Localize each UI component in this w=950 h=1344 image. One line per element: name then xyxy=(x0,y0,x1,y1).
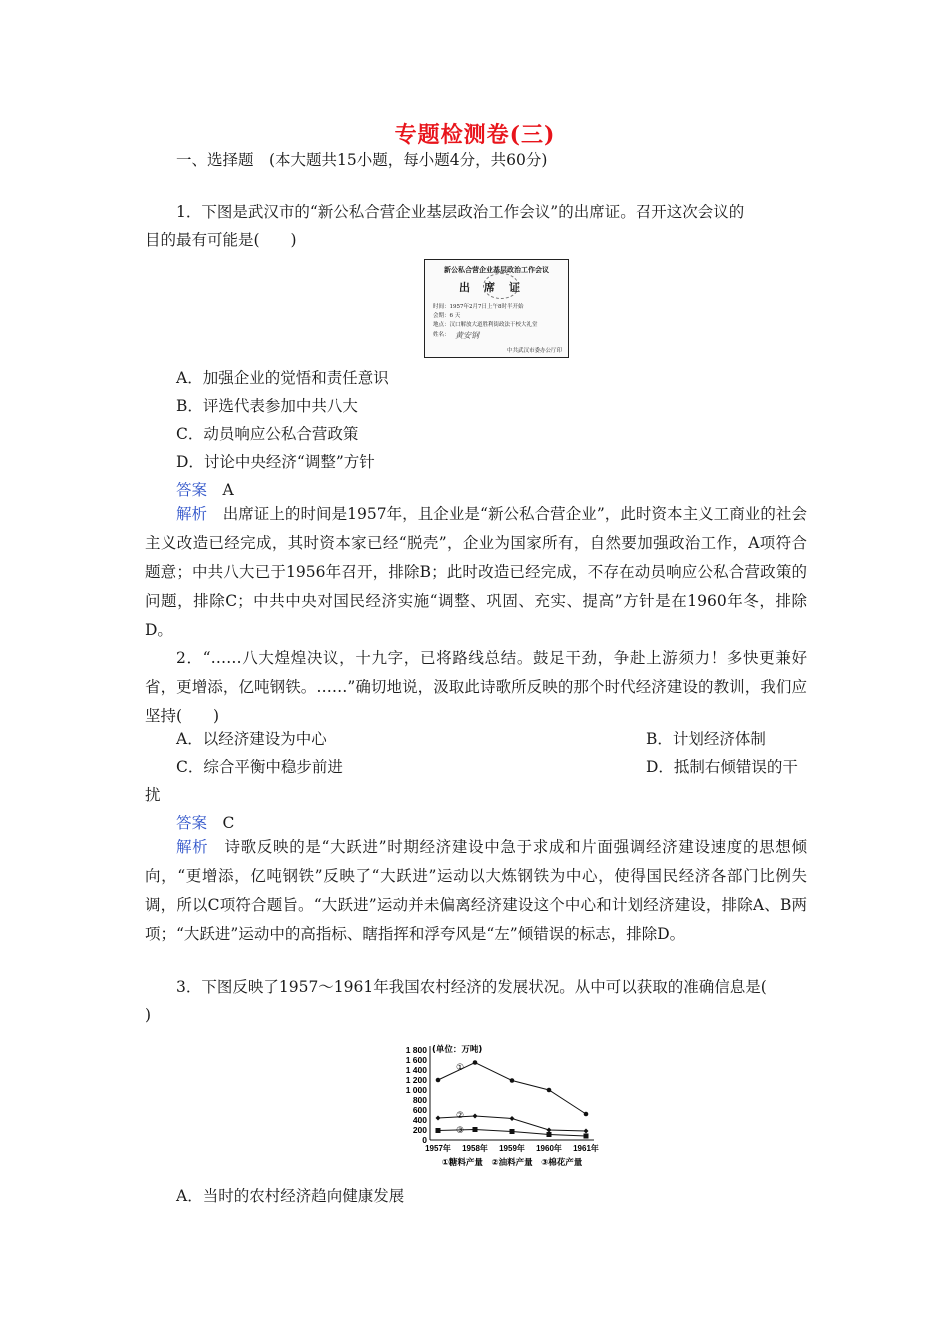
analysis-text: 出席证上的时间是1957年，且企业是“新公私合营企业”，此时资本主义工商业的社会主义改造已经完成，其时资本家已经“脱壳”，企业为国家所有，自然要加强政治工作，A项符合题意；中共八大已于1956年召开，排除B；此时改造已经完成，不存在动员响应公私合营政策的问题，排除C；中共中央对国民经济实施“调整、巩固、充实、提高”方针是在1960年冬，排除D。 xyxy=(145,505,807,639)
certificate-line: 地点：汉口解放大道胜利街政法干校大礼堂 xyxy=(433,322,538,328)
data-point xyxy=(547,1088,552,1093)
y-tick-label: 1 400 xyxy=(405,1065,427,1075)
section-header: 一、选择题 (本大题共15小题，每小题4分，共60分) xyxy=(176,151,548,169)
q1-option-a: A．加强企业的觉悟和责任意识 xyxy=(176,369,389,387)
chart-legend: ①糖料产量 ②油料产量 ③棉花产量 xyxy=(441,1158,583,1168)
q2-analysis xyxy=(145,833,807,949)
y-tick-label: 200 xyxy=(412,1125,427,1135)
analysis-text: 诗歌反映的是“大跃进”时期经济建设中急于求成和片面强调经济建设速度的思想倾向，“更增添，亿吨钢铁”反映了“大跃进”运动以大炼钢铁为中心，使得国民经济各部门比例失调，所以C项符合题旨。“大跃进”运动并未偏离经济建设这个中心和计划经济建设，排除A、B两项；“大跃进”运动中的高指标、瞎指挥和浮夸风是“左”倾错误的标志，排除D。 xyxy=(145,838,807,943)
data-point xyxy=(436,1116,441,1121)
analysis-label: 解析 xyxy=(176,838,209,856)
certificate-line: 姓名： xyxy=(433,332,450,338)
chart-unit-label: (单位：万吨) xyxy=(432,1045,483,1055)
attendance-certificate-image xyxy=(424,259,569,358)
certificate-line: 时间：1957年2月7日上午8时半开始 xyxy=(433,304,524,310)
x-tick-label: 1958年 xyxy=(462,1144,488,1153)
data-point xyxy=(510,1116,515,1121)
page-title: 专题检测卷(三) xyxy=(394,122,556,148)
q3-option-a: A．当时的农村经济趋向健康发展 xyxy=(176,1187,405,1205)
data-point xyxy=(473,1127,478,1132)
x-tick-label: 1957年 xyxy=(425,1144,451,1153)
data-point xyxy=(473,1114,478,1119)
series-marker-label: ③ xyxy=(455,1126,465,1136)
data-point xyxy=(584,1129,589,1134)
q3-stem-line2: ) xyxy=(145,1006,152,1024)
certificate-big-text: 出席证 xyxy=(459,281,534,294)
q1-stem-line1: 1．下图是武汉市的“新公私合营企业基层政治工作会议”的出席证。召开这次会议的 xyxy=(176,203,745,221)
q2-answer xyxy=(176,813,234,833)
q2-stem: 2．“……八大煌煌决议，十九字，已将路线总结。鼓足干劲，争赴上游须力！多快更兼好省，更增添，亿吨钢铁。……”确切地说，汲取此诗歌所反映的那个时代经济建设的教训，我们应坚持( ) xyxy=(145,649,807,725)
certificate-line: 会期：6 天 xyxy=(433,313,461,319)
q2-option-b: B．计划经济体制 xyxy=(646,730,766,748)
data-point xyxy=(584,1134,589,1139)
y-tick-label: 1 800 xyxy=(405,1045,427,1055)
data-point xyxy=(436,1128,441,1133)
q2-option-d: D．抵制右倾错误的干 xyxy=(646,758,798,776)
analysis-label: 解析 xyxy=(176,505,208,523)
data-point xyxy=(510,1129,515,1134)
series-marker-label: ① xyxy=(455,1063,465,1073)
q1-option-d: D．讨论中央经济“调整”方针 xyxy=(176,453,375,471)
data-point xyxy=(473,1060,478,1065)
y-tick-label: 0 xyxy=(422,1135,427,1145)
answer-value: A xyxy=(222,481,234,499)
q1-analysis xyxy=(145,500,807,645)
q2-option-d-cont: 扰 xyxy=(145,786,161,804)
q3-stem-line1: 3．下图反映了1957～1961年我国农村经济的发展状况。从中可以获取的准确信息是( xyxy=(176,978,767,996)
answer-label: 答案 xyxy=(176,481,208,499)
answer-label: 答案 xyxy=(176,814,208,832)
x-tick-label: 1961年 xyxy=(573,1144,599,1153)
data-point xyxy=(547,1132,552,1137)
q1-option-c: C．动员响应公私合营政策 xyxy=(176,425,359,443)
y-tick-label: 400 xyxy=(412,1115,427,1125)
y-tick-label: 600 xyxy=(412,1105,427,1115)
data-point xyxy=(436,1078,441,1083)
certificate-signature: 黄安钢 xyxy=(455,331,479,340)
data-point xyxy=(547,1128,552,1133)
y-tick-label: 1 200 xyxy=(405,1075,427,1085)
q1-stem-line2: 目的最有可能是( ) xyxy=(145,231,297,249)
x-tick-label: 1960年 xyxy=(536,1144,562,1153)
x-tick-label: 1959年 xyxy=(499,1144,525,1153)
q2-option-c: C．综合平衡中稳步前进 xyxy=(176,758,343,776)
certificate-heading: 新公私合营企业基层政治工作会议 xyxy=(444,265,549,274)
data-point xyxy=(510,1078,515,1083)
certificate-issuer: 中共武汉市委办公厅印 xyxy=(506,348,562,354)
y-tick-label: 1 600 xyxy=(405,1055,427,1065)
answer-value: C xyxy=(222,814,235,832)
y-tick-label: 1 000 xyxy=(405,1085,427,1095)
q2-option-a: A．以经济建设为中心 xyxy=(176,730,327,748)
production-line-chart xyxy=(382,1040,612,1170)
series-marker-label: ② xyxy=(455,1111,465,1121)
q1-answer xyxy=(176,480,234,500)
q1-option-b: B．评选代表参加中共八大 xyxy=(176,397,358,415)
y-tick-label: 800 xyxy=(412,1095,427,1105)
data-point xyxy=(584,1112,589,1117)
